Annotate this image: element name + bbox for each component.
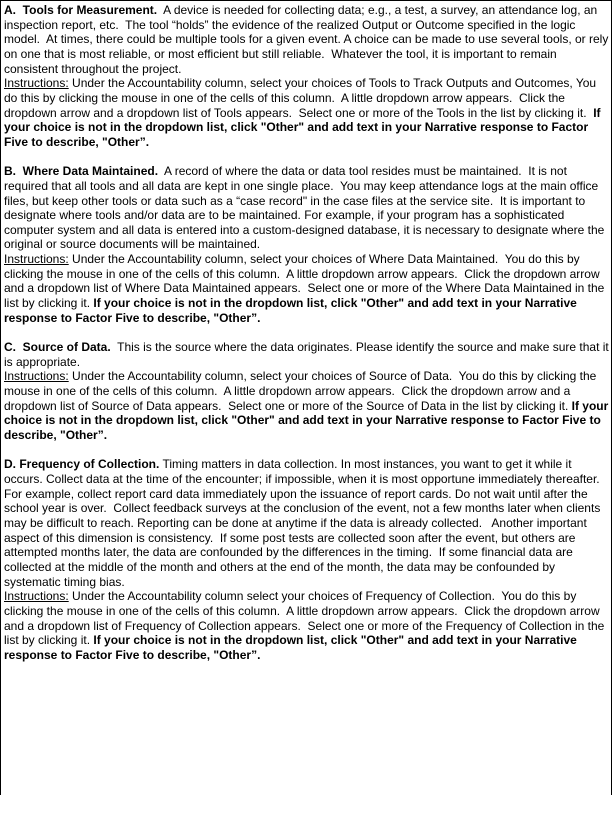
section-where-data-maintained (4, 164, 609, 325)
section-c-instructions-body: Under the Accountability column, select your choices of Source of Data. You do this by clicking the mouse in one of the cells of this column. A little dropdown arrow appears. Click the dropdown arrow and a dropdown list of Source of Data appears. Select one or more of the Source of Data in the list by clicking it. (4, 369, 600, 413)
section-b-description (4, 164, 609, 252)
section-b-instructions-body: Under the Accountability column, select your choices of Where Data Maintained. You do this by clicking the mouse in one of the cells of this column. A little dropdown arrow appears. Click the dropdown arrow and a dropdown list of Where Data Maintained appears. Select one or more of the Where Data Maintained in the list by clicking it. (4, 252, 608, 311)
section-frequency-of-collection (4, 457, 609, 662)
section-a-instructions (4, 76, 609, 149)
section-c-description (4, 340, 612, 369)
section-d-description (4, 457, 609, 589)
section-c-bold-note: If your choice is not in the dropdown list, click "Other" and add text in your Narrative response to Factor Five to describe, "Other”. (4, 398, 612, 442)
section-c-instructions-label: Instructions: (4, 369, 69, 384)
section-d-heading: D. Frequency of Collection. (4, 457, 160, 472)
section-a-instructions-label: Instructions: (4, 76, 69, 91)
section-a-description (4, 3, 612, 76)
section-b-instructions (4, 252, 609, 325)
section-c-body: This is the source where the data originates. Please identify the source and make sure that it is appropriate. (4, 340, 612, 369)
section-d-body: Timing matters in data collection. In most instances, you want to get it while it occurs. Collect data at the time of the encounter; if impossible, when it is most opportune immediately thereafter. For example, collect report card data immediately upon the issuance of report cards. Do not wait until after the school year is over. Collect feedback surveys at the conclusion of the event, not a few months later when clients may be difficult to reach. Reporting can be done at anytime if the data is already collected. Another important aspect of this dimension is consistency. If some post tests are collected soon after the event, but others are attempted months later, the data are confounded by the differences in the timing. If some financial data are collected at the middle of the month and others at the end of the month, the data may be confounded by systematic timing bias. (4, 457, 607, 589)
section-a-bold-note: If your choice is not in the dropdown list, click "Other" and add text in your Narrative response to Factor Five to describe, "Other”. (4, 105, 604, 149)
section-d-instructions (4, 589, 609, 662)
section-a-heading: A. Tools for Measurement. (4, 3, 158, 17)
section-c-instructions (4, 369, 612, 442)
section-d-instructions-label: Instructions: (4, 589, 69, 604)
section-a-body: A device is needed for collecting data; e.g., a test, a survey, an attendance log, an inspection report, etc. The tool “holds” the evidence of the realized Output or Outcome specified in the logic model. At times, there could be multiple tools for a given event. A choice can be made to use several tools, or rely on one that is most reliable, or most efficient but still reliable. Whatever the tool, it is important to remain consistent throughout the project. (4, 3, 612, 76)
section-tools-for-measurement (4, 3, 612, 150)
section-d-instructions-body: Under the Accountability column select your choices of Frequency of Collection. You do this by clicking the mouse in one of the cells of this column. A little dropdown arrow appears. Click the dropdown arrow and a dropdown list of Frequency of Collection appears. Select one or more of the Frequency of Collection in the list by clicking it. (4, 589, 608, 648)
section-source-of-data (4, 340, 612, 443)
section-a-instructions-body: Under the Accountability column, select your choices of Tools to Track Outputs and Outcomes, You do this by clicking the mouse in one of the cells of this column. A little dropdown arrow appears. Click the dropdown arrow and a dropdown list of Tools appears. Select one or more of the Tools in the list by clicking it. (4, 76, 600, 120)
section-b-body: A record of where the data or data tool resides must be maintained. It is not required that all tools and all data are kept in one single place. You may keep attendance logs at the main office files, but keep other tools or data such as a “case record" in the case files at the service site. It is important to designate where tools and/or data are to be maintained. For example, if your program has a sophisticated computer system and all data is entered into a custom-designed database, it is necessary to designate where the original or source documents will be maintained. (4, 164, 608, 252)
section-b-heading: B. Where Data Maintained. (4, 164, 159, 179)
section-b-bold-note: If your choice is not in the dropdown list, click "Other" and add text in your Narrative response to Factor Five to describe, "Other”. (4, 296, 581, 325)
section-c-heading: C. Source of Data. (4, 340, 111, 355)
section-b-instructions-label: Instructions: (4, 252, 69, 267)
section-d-bold-note: If your choice is not in the dropdown list, click "Other" and add text in your Narrative response to Factor Five to describe, "Other”. (4, 633, 581, 662)
